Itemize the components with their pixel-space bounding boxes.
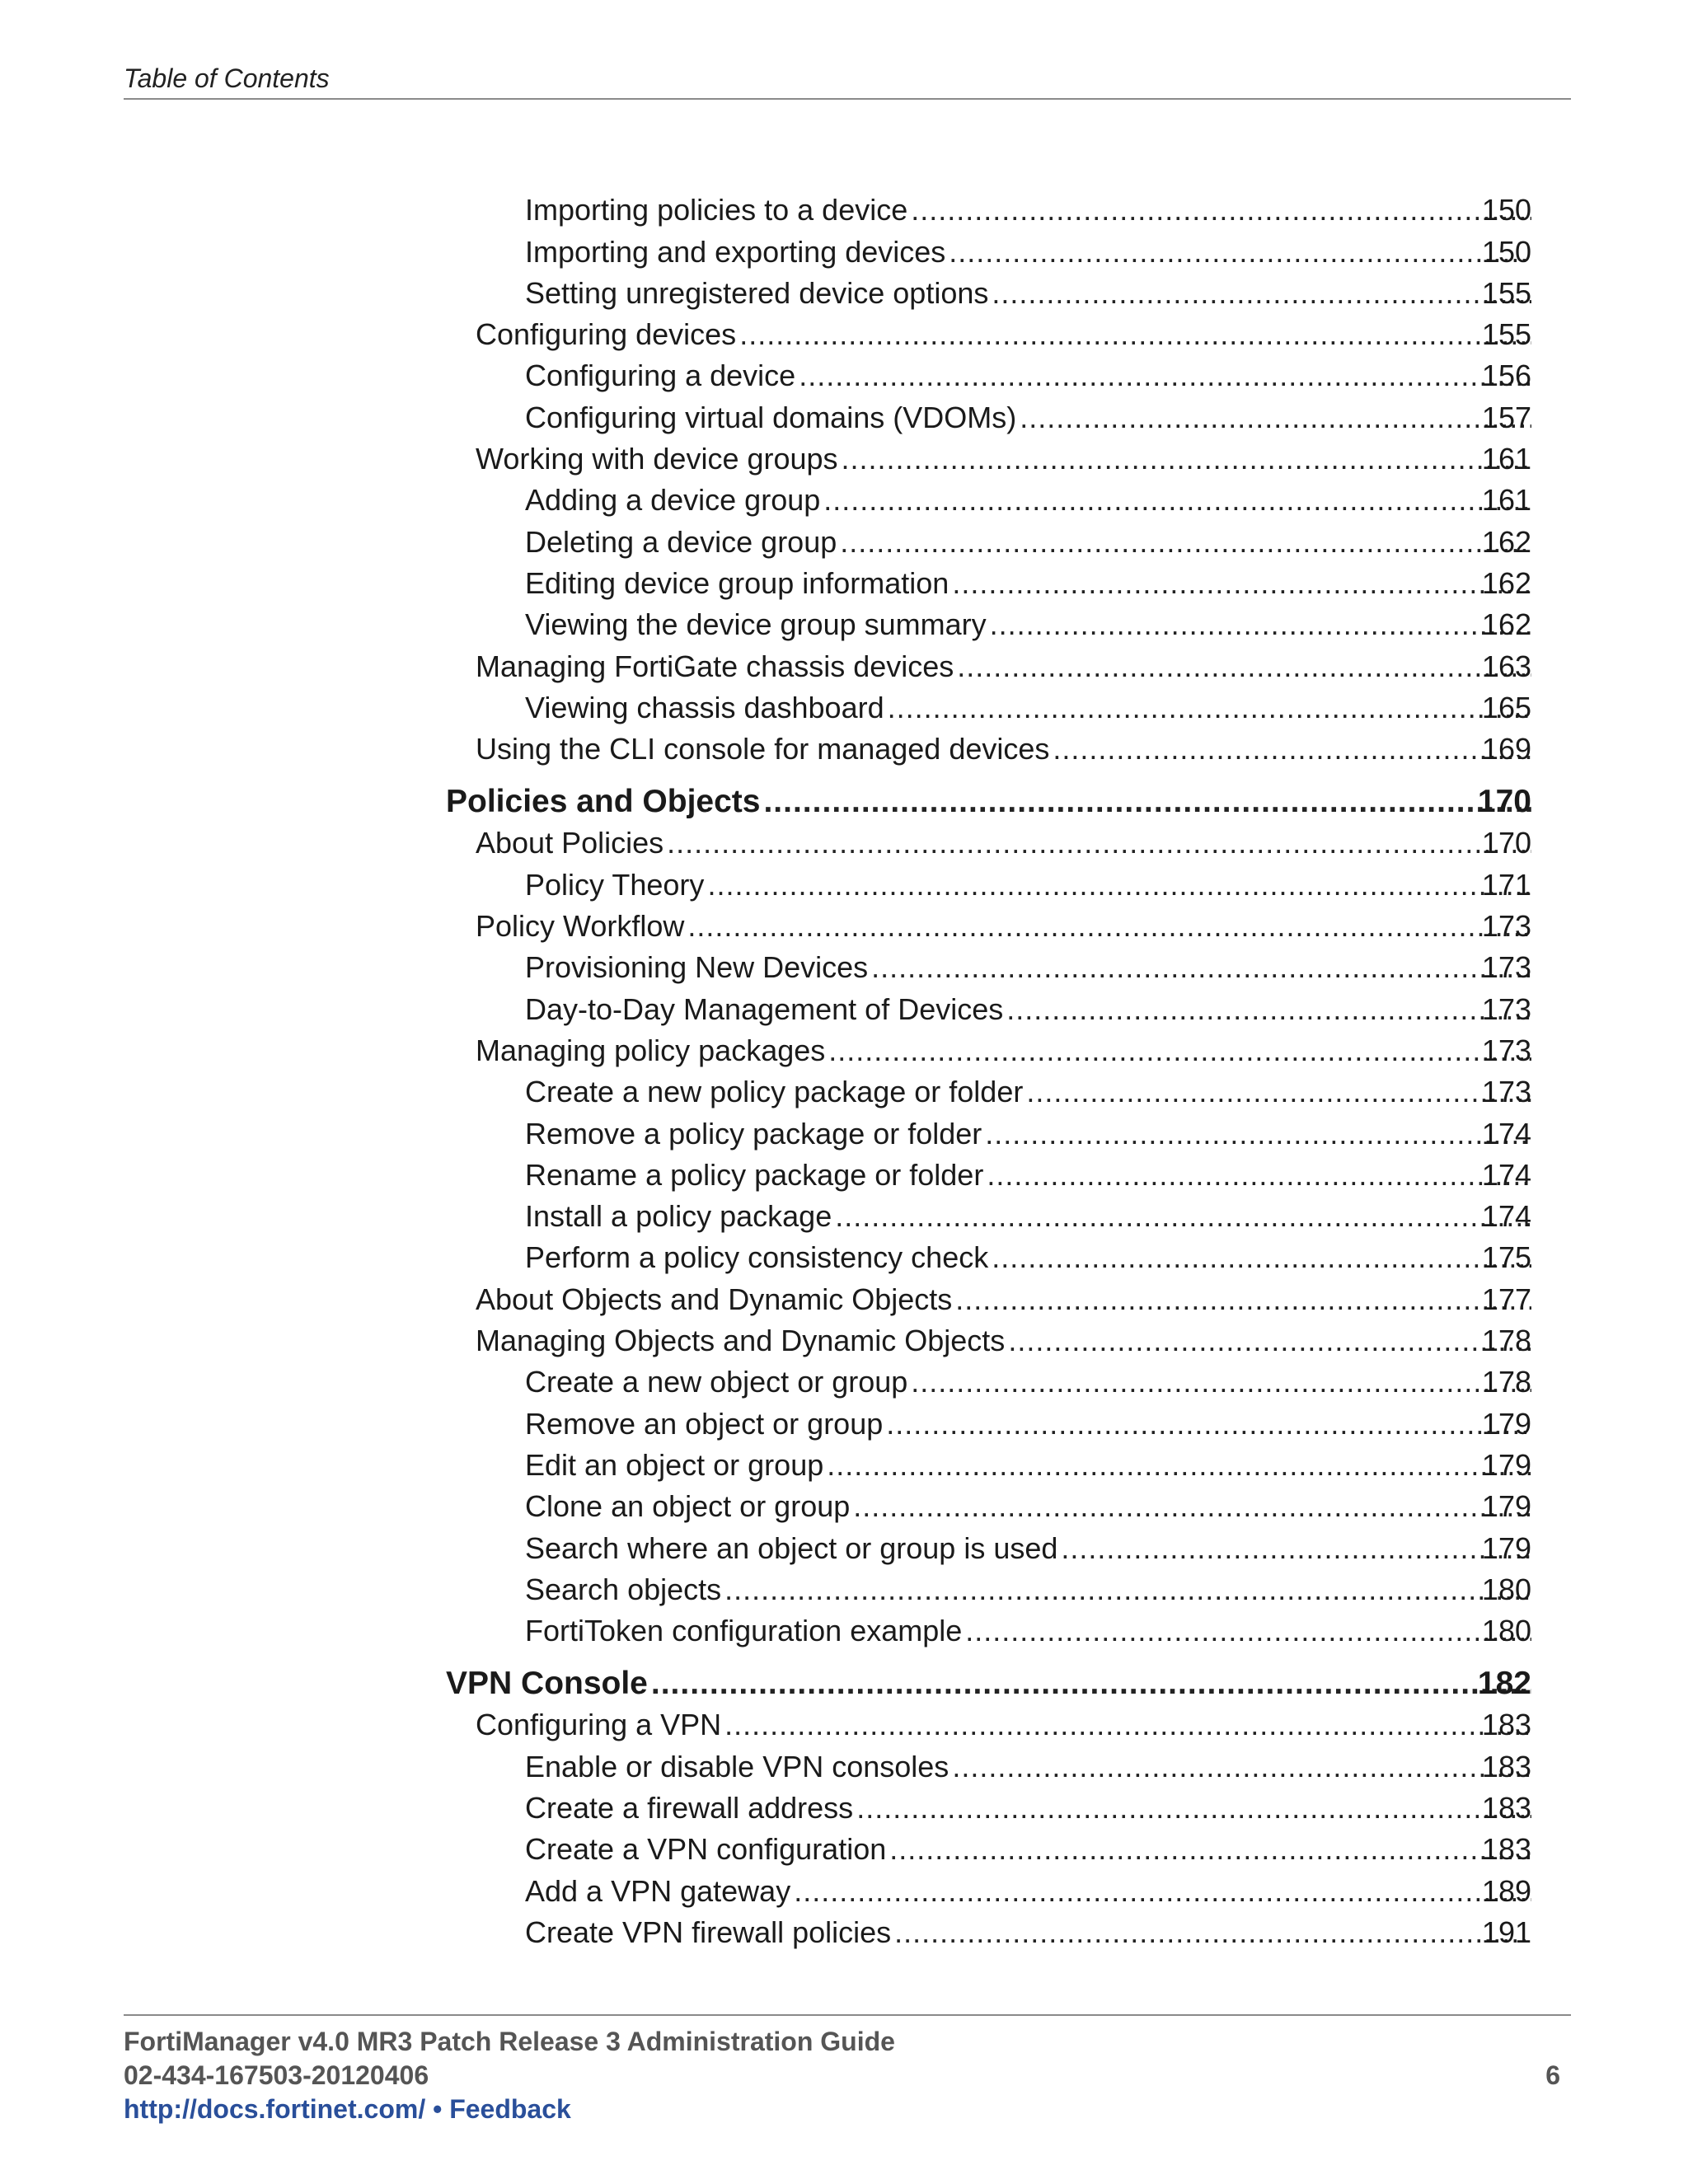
toc-entry-page: 174 [1481,1116,1531,1151]
toc-entry-label [525,992,1531,1027]
toc-entry-label [525,1750,1531,1784]
toc-entry[interactable] [0,642,1688,683]
toc-entry-title: Search where an object or group is used [525,1531,1061,1566]
toc-entry-label [476,1282,1531,1317]
toc-entry[interactable] [0,985,1688,1026]
dot-leader [799,359,1531,393]
dot-leader [856,1791,1531,1825]
toc-entry-title: Clone an object or group [525,1489,853,1524]
toc-entry-title: Policy Theory [525,868,707,902]
toc-entry-page: 191 [1481,1915,1531,1949]
toc-entry[interactable] [0,560,1688,601]
toc-entry-label [525,359,1531,393]
toc-entry[interactable] [0,311,1688,352]
toc-entry-label [525,1832,1531,1867]
toc-entry[interactable] [0,819,1688,860]
table-of-contents [0,186,1688,1950]
toc-entry[interactable] [0,1867,1688,1908]
dot-leader [871,950,1531,985]
toc-entry-label [476,826,1531,860]
dot-leader [952,566,1531,601]
dot-leader [985,1117,1531,1151]
dot-leader [957,649,1531,684]
dot-leader [955,1282,1531,1317]
toc-entry-label [525,1874,1531,1909]
toc-entry-label [525,401,1531,435]
toc-entry-title: Perform a policy consistency check [525,1240,992,1275]
toc-entry-page: 161 [1481,483,1531,518]
toc-entry-title: About Policies [476,826,667,860]
toc-entry[interactable] [0,1358,1688,1399]
toc-entry-title: Install a policy package [525,1199,835,1234]
toc-entry-page: 162 [1481,607,1531,642]
toc-entry-page: 175 [1481,1240,1531,1275]
toc-entry-label [525,607,1531,642]
toc-entry-page: 169 [1481,732,1531,766]
toc-entry-title: Managing policy packages [476,1033,828,1068]
toc-entry-title: Add a VPN gateway [525,1874,794,1909]
dot-leader [724,1572,1531,1607]
toc-entry-label [525,1407,1531,1441]
toc-entry-label [476,909,1531,944]
toc-entry-title: Create a firewall address [525,1791,856,1825]
toc-entry-title: Search objects [525,1572,724,1607]
toc-entry-page: 189 [1481,1873,1531,1908]
toc-entry-label [476,732,1531,766]
toc-entry-title: Importing and exporting devices [525,235,949,269]
toc-entry-page: 183 [1481,1790,1531,1825]
toc-entry-page: 178 [1481,1365,1531,1399]
toc-entry-page: 150 [1481,193,1531,227]
toc-entry-label [446,785,1531,819]
toc-entry-label [476,1324,1531,1358]
toc-entry-label [476,1708,1531,1742]
toc-entry[interactable] [0,1524,1688,1565]
toc-entry-label [476,442,1531,476]
toc-entry-label [476,317,1531,352]
toc-entry-label [525,1915,1531,1950]
toc-entry[interactable] [0,1234,1688,1275]
toc-entry-page: 165 [1481,690,1531,724]
toc-entry-title: Using the CLI console for managed devices [476,732,1053,766]
dot-leader [889,1832,1531,1867]
toc-entry-label [525,276,1531,311]
toc-entry-page: 182 [1477,1666,1531,1702]
toc-entry-page: 178 [1481,1324,1531,1358]
toc-entry-label [525,868,1531,902]
page-number: 6 [1545,2060,1560,2090]
toc-entry[interactable] [0,1483,1688,1524]
toc-entry-label [525,1158,1531,1193]
toc-entry-title: Deleting a device group [525,525,840,560]
toc-entry-label [525,1117,1531,1151]
dot-leader [911,193,1531,227]
toc-entry-page: 155 [1481,275,1531,310]
dot-leader [739,317,1531,352]
dot-leader [828,1033,1531,1068]
toc-entry-title: Policy Workflow [476,909,687,944]
toc-entry-label [525,1791,1531,1825]
dot-leader [911,1365,1531,1399]
dot-leader [763,785,1531,819]
toc-entry-title: Policies and Objects [446,785,763,819]
toc-entry[interactable] [0,1607,1688,1648]
toc-entry[interactable] [0,269,1688,311]
toc-entry[interactable] [0,684,1688,725]
toc-entry-title: About Objects and Dynamic Objects [476,1282,955,1317]
header-divider [124,98,1571,100]
toc-entry-label [476,649,1531,684]
toc-entry-title: Configuring virtual domains (VDOMs) [525,401,1020,435]
toc-entry[interactable] [0,1399,1688,1441]
toc-entry[interactable] [0,1317,1688,1358]
toc-entry-page: 179 [1481,1406,1531,1441]
toc-entry-page: 161 [1481,442,1531,476]
toc-entry[interactable] [0,601,1688,642]
toc-entry-title: Managing Objects and Dynamic Objects [476,1324,1008,1358]
toc-entry-title: Managing FortiGate chassis devices [476,649,957,684]
toc-entry[interactable] [0,1566,1688,1607]
dot-leader [886,1407,1531,1441]
toc-entry-page: 179 [1481,1447,1531,1482]
toc-entry-title: Adding a device group [525,483,823,518]
dot-leader [949,235,1531,269]
toc-entry-label [525,235,1531,269]
toc-entry[interactable] [0,1151,1688,1193]
toc-entry-page: 173 [1481,1033,1531,1067]
toc-entry[interactable] [0,393,1688,434]
dot-leader [965,1614,1531,1648]
footer-document-id: 02-434-167503-20120406 [124,2060,429,2090]
toc-entry-label [525,1199,1531,1234]
dot-leader [724,1708,1531,1742]
toc-entry-page: 174 [1481,1199,1531,1234]
toc-entry-title: Viewing chassis dashboard [525,691,888,725]
dot-leader [952,1750,1531,1784]
toc-entry-label [525,1240,1531,1275]
toc-entry[interactable] [0,518,1688,559]
toc-entry-page: 162 [1481,565,1531,600]
toc-entry-title: FortiToken configuration example [525,1614,965,1648]
toc-entry-page: 170 [1477,784,1531,820]
toc-entry-title: Viewing the device group summary [525,607,990,642]
toc-entry[interactable] [0,1027,1688,1068]
toc-entry-title: Importing policies to a device [525,193,911,227]
toc-entry[interactable] [0,186,1688,227]
toc-entry[interactable] [0,1742,1688,1783]
toc-entry-page: 163 [1481,649,1531,683]
toc-entry-label [525,1572,1531,1607]
toc-entry[interactable] [0,352,1688,393]
toc-chapter-entry[interactable] [0,1657,1688,1701]
toc-entry-title: Working with device groups [476,442,842,476]
toc-entry-page: 179 [1481,1530,1531,1565]
toc-entry-title: Editing device group information [525,566,952,601]
dot-leader [794,1874,1531,1909]
toc-entry-title: Create a new policy package or folder [525,1075,1026,1109]
toc-entry-title: Remove an object or group [525,1407,886,1441]
toc-entry-title: Enable or disable VPN consoles [525,1750,952,1784]
toc-entry[interactable] [0,1109,1688,1151]
toc-entry-label [525,1365,1531,1399]
toc-chapter-entry[interactable] [0,775,1688,819]
toc-entry-label [525,691,1531,725]
toc-entry-page: 174 [1481,1157,1531,1192]
toc-entry-label [446,1666,1531,1701]
toc-entry-title: Provisioning New Devices [525,950,871,985]
footer-divider [124,2014,1571,2016]
toc-entry-label [525,525,1531,560]
toc-entry-title: Configuring a VPN [476,1708,724,1742]
toc-entry-page: 179 [1481,1489,1531,1524]
footer-links [124,2094,571,2125]
dot-leader [667,826,1531,860]
dot-leader [823,483,1531,518]
dot-leader [888,691,1531,725]
toc-entry-label [525,1531,1531,1566]
toc-entry-title: Configuring devices [476,317,739,352]
toc-entry-label [525,193,1531,227]
toc-entry-page: 183 [1481,1708,1531,1742]
toc-entry-label [525,1614,1531,1648]
dot-leader [707,868,1531,902]
toc-entry-page: 177 [1481,1282,1531,1316]
dot-leader [842,442,1531,476]
toc-entry[interactable] [0,860,1688,902]
toc-entry-label [476,1033,1531,1068]
toc-entry[interactable] [0,1193,1688,1234]
toc-entry[interactable] [0,1441,1688,1483]
toc-entry-title: Create VPN firewall policies [525,1915,894,1950]
dot-leader [835,1199,1531,1234]
toc-entry-page: 162 [1481,524,1531,559]
toc-entry-page: 183 [1481,1749,1531,1783]
toc-entry[interactable] [0,1701,1688,1742]
toc-entry-page: 180 [1481,1614,1531,1648]
dot-leader [827,1448,1531,1483]
toc-entry-page: 173 [1481,991,1531,1026]
toc-entry[interactable] [0,227,1688,269]
feedback-link[interactable]: Feedback [449,2094,571,2124]
toc-entry[interactable] [0,902,1688,944]
toc-entry-label [525,483,1531,518]
toc-entry-title: Remove a policy package or folder [525,1117,985,1151]
dot-leader [840,525,1531,560]
docs-link[interactable]: http://docs.fortinet.com/ [124,2094,426,2124]
toc-entry-page: 173 [1481,950,1531,985]
toc-entry-label [525,566,1531,601]
toc-entry-page: 171 [1481,867,1531,902]
toc-entry-page: 150 [1481,234,1531,269]
toc-entry-page: 180 [1481,1572,1531,1606]
toc-entry[interactable] [0,944,1688,985]
toc-entry[interactable] [0,1068,1688,1109]
toc-entry-page: 173 [1481,909,1531,944]
dot-leader [687,909,1531,944]
toc-entry-label [525,1075,1531,1109]
toc-entry[interactable] [0,1909,1688,1950]
toc-entry-page: 173 [1481,1075,1531,1109]
toc-entry-label [525,1448,1531,1483]
toc-entry-page: 157 [1481,400,1531,434]
toc-entry-title: Day-to-Day Management of Devices [525,992,1006,1027]
toc-entry-title: Configuring a device [525,359,799,393]
toc-entry-label [525,1489,1531,1524]
toc-entry-page: 183 [1481,1832,1531,1867]
toc-entry-title: Edit an object or group [525,1448,827,1483]
toc-entry[interactable] [0,1275,1688,1316]
toc-entry-title: Rename a policy package or folder [525,1158,987,1193]
toc-entry[interactable] [0,435,1688,476]
toc-entry-title: Create a VPN configuration [525,1832,889,1867]
footer-guide-title: FortiManager v4.0 MR3 Patch Release 3 Administration Guide [124,2027,895,2056]
toc-entry-title: VPN Console [446,1666,651,1701]
toc-entry-title: Setting unregistered device options [525,276,992,311]
toc-entry-page: 170 [1481,826,1531,860]
dot-leader [987,1158,1531,1193]
toc-entry-label [525,950,1531,985]
toc-entry[interactable] [0,1825,1688,1867]
toc-entry[interactable] [0,725,1688,766]
toc-entry[interactable] [0,1784,1688,1825]
dot-leader [651,1666,1531,1701]
dot-leader [894,1915,1531,1950]
link-separator: • [433,2094,443,2124]
toc-entry[interactable] [0,476,1688,518]
toc-entry-title: Create a new object or group [525,1365,911,1399]
running-header: Table of Contents [124,63,330,93]
dot-leader [853,1489,1531,1524]
toc-entry-page: 156 [1481,359,1531,393]
toc-entry-page: 155 [1481,317,1531,352]
